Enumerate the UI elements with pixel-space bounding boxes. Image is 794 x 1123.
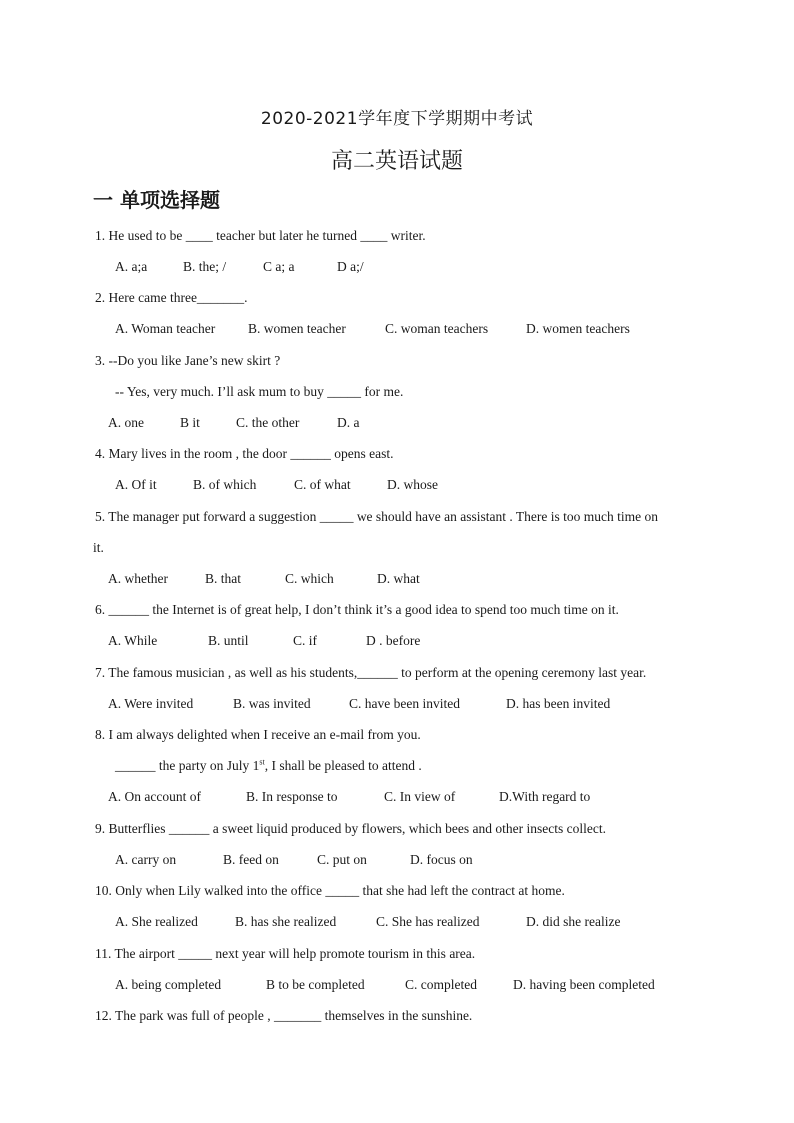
- option-c: C. completed: [405, 977, 477, 992]
- option-a: A. a;a: [115, 259, 148, 274]
- question-stem: 6. ______ the Internet is of great help, I don’t think it’s a good idea to spend too much time on it.: [95, 602, 619, 617]
- option-d: D. what: [377, 571, 420, 586]
- option-b: B. that: [205, 571, 241, 586]
- question-stem: 1. He used to be ____ teacher but later he turned ____ writer.: [95, 228, 426, 243]
- option-a: A. Of it: [115, 477, 157, 492]
- stem-text: , I shall be pleased to attend .: [264, 758, 422, 773]
- option-c: C. In view of: [384, 789, 456, 804]
- question-stem: 7. The famous musician , as well as his students,______ to perform at the opening ceremony last year.: [95, 665, 647, 680]
- option-d: D. whose: [387, 477, 438, 492]
- question-stem: 2. Here came three_______.: [95, 290, 248, 305]
- option-d: D. did she realize: [526, 914, 621, 929]
- question-stem: 8. I am always delighted when I receive an e-mail from you.: [95, 727, 421, 742]
- question-stem-line2: [115, 757, 422, 775]
- option-b: B. feed on: [223, 852, 279, 867]
- option-c: C. if: [293, 633, 318, 648]
- option-b: B. until: [208, 633, 249, 648]
- question-stem: 3. --Do you like Jane’s new skirt ?: [95, 353, 281, 368]
- option-d: D. a: [337, 415, 360, 430]
- exam-title: 2020-2021学年度下学期期中考试: [260, 109, 534, 129]
- option-b: B to be completed: [266, 977, 365, 992]
- question-stem-line2: -- Yes, very much. I’ll ask mum to buy _____ for me.: [115, 384, 404, 399]
- stem-text: ______ the party on July 1: [115, 758, 260, 773]
- question-stem: 10. Only when Lily walked into the office _____ that she had left the contract at home.: [95, 883, 565, 898]
- option-a: A. whether: [108, 571, 168, 586]
- option-d: D. having been completed: [513, 977, 655, 992]
- question-stem: 12. The park was full of people , _______ themselves in the sunshine.: [95, 1008, 473, 1023]
- ordinal-suffix: st: [259, 757, 265, 767]
- option-c: C. of what: [294, 477, 351, 492]
- section-heading: 一 单项选择题: [93, 188, 220, 212]
- option-d: D.With regard to: [499, 789, 591, 804]
- question-stem-line2: it.: [93, 540, 104, 555]
- option-c: C a; a: [263, 259, 295, 274]
- option-d: D. focus on: [410, 852, 473, 867]
- option-b: B it: [180, 415, 200, 430]
- option-b: B. was invited: [233, 696, 311, 711]
- option-a: A. Woman teacher: [115, 321, 216, 336]
- question-stem: 5. The manager put forward a suggestion _____ we should have an assistant . There is too much time on: [95, 509, 659, 524]
- option-b: B. the; /: [183, 259, 227, 274]
- option-b: B. has she realized: [235, 914, 337, 929]
- option-c: C. put on: [317, 852, 367, 867]
- option-a: A. While: [108, 633, 158, 648]
- option-b: B. In response to: [246, 789, 338, 804]
- option-c: C. have been invited: [349, 696, 460, 711]
- question-stem: 4. Mary lives in the room , the door ______ opens east.: [95, 446, 394, 461]
- option-a: A. On account of: [108, 789, 201, 804]
- option-d: D. women teachers: [526, 321, 630, 336]
- option-a: A. one: [108, 415, 144, 430]
- question-stem: 11. The airport _____ next year will help promote tourism in this area.: [95, 946, 476, 961]
- question-stem: 9. Butterflies ______ a sweet liquid produced by flowers, which bees and other insects collect.: [95, 821, 606, 836]
- option-c: C. woman teachers: [385, 321, 489, 336]
- option-d: D . before: [366, 633, 421, 648]
- option-c: C. She has realized: [376, 914, 480, 929]
- option-d: D a;/: [337, 259, 364, 274]
- option-a: A. She realized: [115, 914, 198, 929]
- option-a: A. Were invited: [108, 696, 194, 711]
- option-c: C. which: [285, 571, 334, 586]
- exam-subtitle: 高二英语试题: [330, 149, 463, 174]
- option-b: B. women teacher: [248, 321, 346, 336]
- option-a: A. carry on: [115, 852, 177, 867]
- option-b: B. of which: [193, 477, 257, 492]
- option-c: C. the other: [236, 415, 300, 430]
- option-a: A. being completed: [115, 977, 222, 992]
- option-d: D. has been invited: [506, 696, 611, 711]
